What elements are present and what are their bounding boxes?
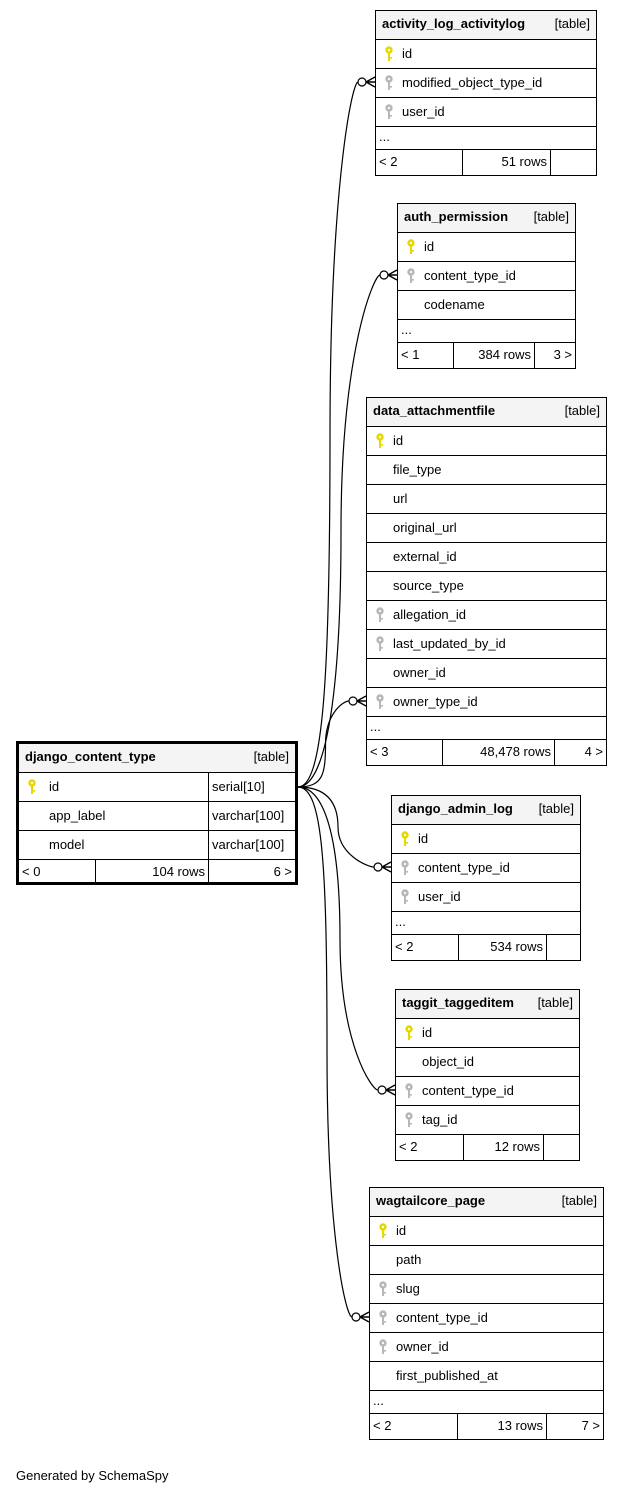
column-row bbox=[367, 543, 606, 572]
parents-link[interactable]: < 1 bbox=[401, 347, 420, 362]
column-row bbox=[367, 427, 606, 456]
column-name: owner_id bbox=[393, 665, 446, 680]
column-name: allegation_id bbox=[393, 607, 467, 622]
column-row bbox=[398, 291, 575, 320]
row-count: 12 rows bbox=[463, 1135, 543, 1160]
optional-marker bbox=[378, 1086, 386, 1094]
row-count: 51 rows bbox=[462, 150, 550, 175]
optional-marker bbox=[349, 697, 357, 705]
table-kind: [table] bbox=[537, 995, 573, 1010]
table-header bbox=[392, 796, 580, 825]
more-columns-ellipsis: ... bbox=[398, 320, 575, 343]
foreign-key-icon bbox=[375, 607, 385, 623]
children-link[interactable]: 7 > bbox=[546, 1414, 603, 1439]
optional-marker bbox=[358, 78, 366, 86]
column-row bbox=[392, 883, 580, 912]
column-row bbox=[370, 1217, 603, 1246]
column-name: model bbox=[49, 837, 85, 852]
column-row bbox=[367, 630, 606, 659]
parents-link[interactable]: < 2 bbox=[373, 1418, 392, 1433]
table-activity-log-activitylog[interactable] bbox=[375, 10, 597, 176]
many-crowfoot-marker bbox=[357, 696, 366, 706]
column-type: varchar[100] bbox=[208, 831, 295, 859]
table-name: auth_permission bbox=[404, 209, 509, 224]
row-count: 384 rows bbox=[453, 343, 534, 368]
optional-marker bbox=[352, 1313, 360, 1321]
table-django-content-type[interactable] bbox=[16, 741, 298, 885]
column-name: id bbox=[418, 831, 429, 846]
column-row bbox=[370, 1362, 603, 1391]
table-footer bbox=[396, 1135, 579, 1160]
primary-key-icon bbox=[404, 1025, 414, 1041]
many-crowfoot-marker bbox=[366, 77, 375, 87]
table-footer bbox=[392, 935, 580, 960]
children-link[interactable]: 6 > bbox=[208, 860, 295, 882]
table-header bbox=[396, 990, 579, 1019]
column-row bbox=[392, 825, 580, 854]
primary-key-icon bbox=[406, 239, 416, 255]
column-row bbox=[376, 69, 596, 98]
parents-link[interactable]: < 2 bbox=[379, 154, 398, 169]
row-count: 48,478 rows bbox=[442, 740, 554, 765]
column-name: content_type_id bbox=[424, 268, 516, 283]
column-row bbox=[370, 1246, 603, 1275]
primary-key-icon bbox=[378, 1223, 388, 1239]
table-kind: [table] bbox=[538, 801, 574, 816]
table-name: taggit_taggeditem bbox=[402, 995, 514, 1010]
table-kind: [table] bbox=[554, 16, 590, 31]
generated-by-text: Generated by SchemaSpy bbox=[16, 1468, 169, 1483]
column-name: id bbox=[422, 1025, 433, 1040]
relationship-line bbox=[298, 701, 349, 787]
foreign-key-icon bbox=[384, 104, 394, 120]
table-kind: [table] bbox=[253, 749, 289, 764]
table-header bbox=[19, 744, 295, 773]
many-crowfoot-marker bbox=[388, 270, 397, 280]
table-name: django_admin_log bbox=[398, 801, 513, 816]
column-name: object_id bbox=[422, 1054, 475, 1069]
column-row bbox=[367, 572, 606, 601]
column-name: tag_id bbox=[422, 1112, 458, 1127]
column-row bbox=[370, 1304, 603, 1333]
column-name: source_type bbox=[393, 578, 464, 593]
column-name: id bbox=[402, 46, 413, 61]
table-data-attachmentfile[interactable] bbox=[366, 397, 607, 766]
foreign-key-icon bbox=[404, 1083, 414, 1099]
column-name: content_type_id bbox=[422, 1083, 514, 1098]
primary-key-icon bbox=[375, 433, 385, 449]
column-name: owner_type_id bbox=[393, 694, 478, 709]
row-count: 534 rows bbox=[458, 935, 546, 960]
table-footer bbox=[19, 860, 295, 882]
column-row bbox=[392, 854, 580, 883]
table-header bbox=[367, 398, 606, 427]
table-footer bbox=[376, 150, 596, 175]
optional-marker bbox=[380, 271, 388, 279]
row-count: 13 rows bbox=[457, 1414, 546, 1439]
children-link[interactable] bbox=[550, 150, 596, 175]
table-header bbox=[370, 1188, 603, 1217]
column-row bbox=[367, 601, 606, 630]
parents-link[interactable]: < 0 bbox=[22, 864, 41, 879]
column-row bbox=[19, 773, 295, 802]
table-wagtailcore-page[interactable] bbox=[369, 1187, 604, 1440]
table-name: activity_log_activitylog bbox=[382, 16, 526, 31]
children-link[interactable]: 3 > bbox=[534, 343, 575, 368]
children-link[interactable] bbox=[543, 1135, 579, 1160]
more-columns-ellipsis: ... bbox=[367, 717, 606, 740]
column-name: content_type_id bbox=[396, 1310, 488, 1325]
foreign-key-icon bbox=[404, 1112, 414, 1128]
primary-key-icon bbox=[384, 46, 394, 62]
column-name: url bbox=[393, 491, 408, 506]
table-taggit-taggeditem[interactable] bbox=[395, 989, 580, 1161]
many-crowfoot-marker bbox=[382, 862, 391, 872]
table-auth-permission[interactable] bbox=[397, 203, 576, 369]
optional-marker bbox=[374, 863, 382, 871]
column-name: app_label bbox=[49, 808, 106, 823]
table-footer bbox=[370, 1414, 603, 1439]
column-row bbox=[367, 688, 606, 717]
more-columns-ellipsis: ... bbox=[370, 1391, 603, 1414]
table-footer bbox=[367, 740, 606, 765]
column-name: modified_object_type_id bbox=[402, 75, 543, 90]
column-name: first_published_at bbox=[396, 1368, 498, 1383]
column-row bbox=[19, 831, 295, 860]
many-crowfoot-marker bbox=[386, 1085, 395, 1095]
column-row bbox=[398, 233, 575, 262]
column-name: original_url bbox=[393, 520, 457, 535]
column-row bbox=[370, 1333, 603, 1362]
foreign-key-icon bbox=[375, 694, 385, 710]
foreign-key-icon bbox=[384, 75, 394, 91]
column-name: content_type_id bbox=[418, 860, 510, 875]
children-link[interactable] bbox=[546, 935, 580, 960]
primary-key-icon bbox=[400, 831, 410, 847]
parents-link[interactable]: < 2 bbox=[399, 1139, 418, 1154]
column-name: id bbox=[49, 779, 60, 794]
foreign-key-icon bbox=[378, 1310, 388, 1326]
column-row bbox=[376, 40, 596, 69]
column-name: path bbox=[396, 1252, 422, 1267]
primary-key-icon bbox=[27, 779, 37, 795]
column-row bbox=[367, 485, 606, 514]
column-name: slug bbox=[396, 1281, 420, 1296]
column-name: user_id bbox=[402, 104, 445, 119]
column-row bbox=[396, 1077, 579, 1106]
foreign-key-icon bbox=[378, 1281, 388, 1297]
foreign-key-icon bbox=[400, 889, 410, 905]
column-name: id bbox=[424, 239, 435, 254]
foreign-key-icon bbox=[378, 1339, 388, 1355]
many-crowfoot-marker bbox=[360, 1312, 369, 1322]
foreign-key-icon bbox=[406, 268, 416, 284]
foreign-key-icon bbox=[375, 636, 385, 652]
column-name: codename bbox=[424, 297, 485, 312]
relationship-line bbox=[298, 787, 374, 867]
column-row bbox=[367, 659, 606, 688]
column-type: serial[10] bbox=[208, 773, 295, 801]
column-name: id bbox=[396, 1223, 407, 1238]
column-row bbox=[19, 802, 295, 831]
column-row bbox=[398, 262, 575, 291]
table-kind: [table] bbox=[561, 1193, 597, 1208]
parents-link[interactable]: < 2 bbox=[395, 939, 414, 954]
more-columns-ellipsis: ... bbox=[392, 912, 580, 935]
parents-link[interactable]: < 3 bbox=[370, 744, 389, 759]
column-name: user_id bbox=[418, 889, 461, 904]
table-django-admin-log[interactable] bbox=[391, 795, 581, 961]
table-kind: [table] bbox=[564, 403, 600, 418]
table-name: django_content_type bbox=[25, 749, 156, 764]
children-link[interactable]: 4 > bbox=[554, 740, 606, 765]
column-row bbox=[367, 456, 606, 485]
more-columns-ellipsis: ... bbox=[376, 127, 596, 150]
table-name: data_attachmentfile bbox=[373, 403, 496, 418]
column-row bbox=[396, 1019, 579, 1048]
table-footer bbox=[398, 343, 575, 368]
column-name: id bbox=[393, 433, 404, 448]
column-name: file_type bbox=[393, 462, 442, 477]
column-row bbox=[396, 1106, 579, 1135]
row-count: 104 rows bbox=[95, 860, 208, 882]
column-row bbox=[396, 1048, 579, 1077]
relationship-line bbox=[298, 82, 358, 787]
table-kind: [table] bbox=[533, 209, 569, 224]
relationship-line bbox=[298, 787, 352, 1317]
table-header bbox=[376, 11, 596, 40]
table-name: wagtailcore_page bbox=[376, 1193, 486, 1208]
column-type: varchar[100] bbox=[208, 802, 295, 830]
column-row bbox=[370, 1275, 603, 1304]
column-row bbox=[367, 514, 606, 543]
column-row bbox=[376, 98, 596, 127]
table-header bbox=[398, 204, 575, 233]
column-name: last_updated_by_id bbox=[393, 636, 506, 651]
column-name: external_id bbox=[393, 549, 457, 564]
column-name: owner_id bbox=[396, 1339, 449, 1354]
foreign-key-icon bbox=[400, 860, 410, 876]
